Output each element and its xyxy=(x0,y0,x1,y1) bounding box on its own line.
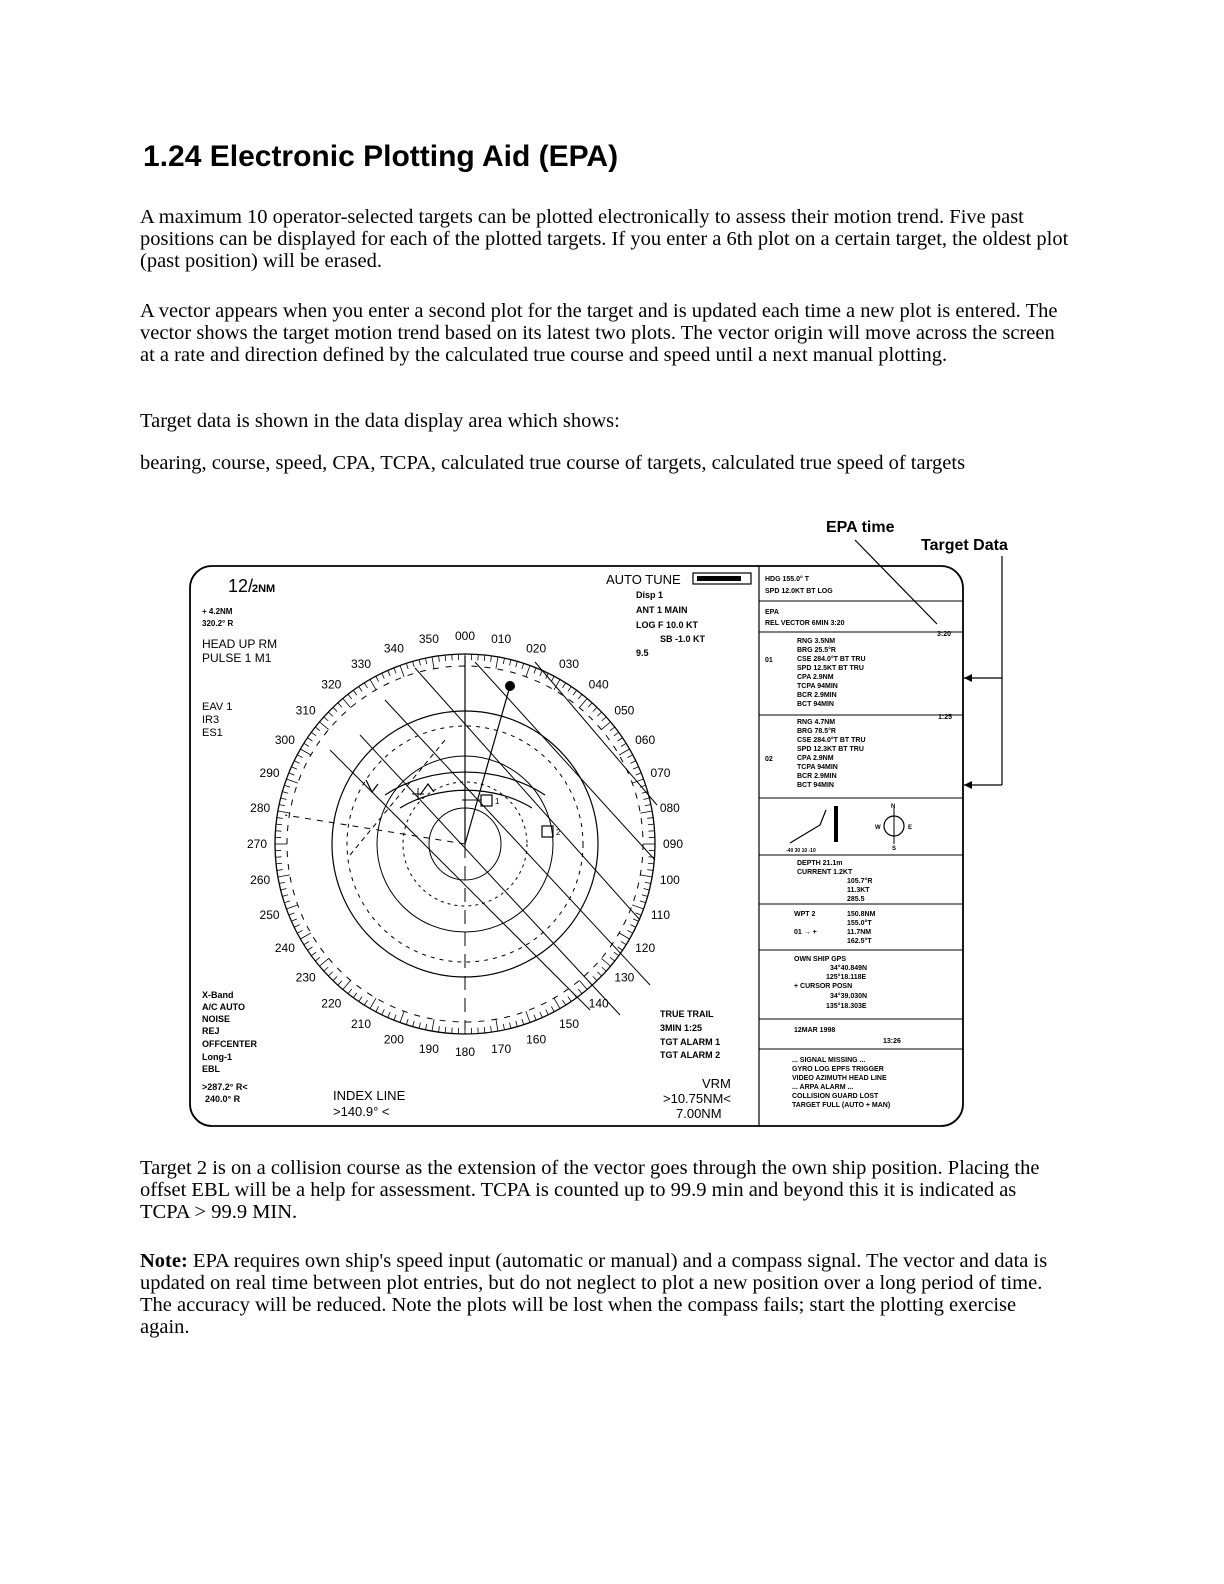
gain-value: 9.5 xyxy=(636,648,649,658)
bearing-label-090: 090 xyxy=(662,837,684,851)
bearing-tick xyxy=(648,824,654,825)
es-setting: ES1 xyxy=(202,727,223,739)
depth-readout: DEPTH 21.1m xyxy=(797,860,843,867)
bearing-tick xyxy=(526,665,530,676)
current-set: 285.5 xyxy=(847,896,865,903)
bearing-tick xyxy=(319,958,328,966)
bearing-tick xyxy=(601,958,610,966)
presentation-mode: HEAD UP RM xyxy=(202,637,278,651)
bearing-tick xyxy=(554,998,560,1008)
bearing-label-290: 290 xyxy=(259,765,280,780)
bearing-tick xyxy=(496,657,498,669)
vrm-label: VRM xyxy=(702,1076,731,1091)
range-unit: 2NM xyxy=(252,583,276,595)
target-02-line: TCPA 94MIN xyxy=(797,764,838,771)
bearing-tick xyxy=(307,947,312,950)
target-1-symbol xyxy=(462,795,500,806)
bearing-tick xyxy=(297,930,302,933)
bearing-tick xyxy=(445,1027,446,1033)
target-data-panel xyxy=(765,575,952,1109)
bearing-tick xyxy=(619,933,629,939)
bearing-tick xyxy=(286,779,297,783)
display-number: Disp 1 xyxy=(636,590,664,600)
bearing-tick xyxy=(432,657,434,669)
bearing-tick xyxy=(291,919,296,921)
bearing-tick xyxy=(394,668,396,674)
bearing-label-260: 260 xyxy=(250,873,271,888)
bearing-tick xyxy=(588,703,592,707)
bearing-label-330: 330 xyxy=(350,656,372,671)
target-02-id: 02 xyxy=(765,756,773,763)
bearing-tick xyxy=(300,933,310,939)
bearing-label-050: 050 xyxy=(614,703,635,718)
bearing-tick xyxy=(353,690,357,695)
bearing-tick xyxy=(419,660,420,666)
target-01-line: SPD 12.5KT BT TRU xyxy=(797,665,864,672)
radar-ppi xyxy=(247,629,683,1059)
bearing-tick xyxy=(540,670,542,675)
bearing-label-040: 040 xyxy=(588,677,609,692)
bearing-tick xyxy=(645,804,651,805)
bearing-tick xyxy=(644,798,650,799)
compass-w: W xyxy=(875,825,881,831)
bearing-tick xyxy=(526,1011,530,1022)
bearing-label-130: 130 xyxy=(614,970,635,985)
bearing-tick xyxy=(632,905,643,909)
bearing-tick xyxy=(602,967,606,971)
own-ship-longitude: 125°18.118E xyxy=(826,974,867,981)
bearing-tick xyxy=(319,722,328,730)
bearing-tick xyxy=(602,717,606,721)
bearing-label-250: 250 xyxy=(259,908,280,923)
bearing-tick xyxy=(597,972,601,976)
bearing-tick xyxy=(633,767,638,769)
trail-time: 3MIN 1:25 xyxy=(660,1023,703,1033)
current-direction: 105.7°R xyxy=(847,878,873,885)
paragraph-data-list: bearing, course, speed, CPA, TCPA, calculated true course of targets, calculated true speed of targets xyxy=(140,452,966,474)
plot-marker xyxy=(420,784,434,795)
bearing-tick xyxy=(630,761,635,764)
bearing-tick xyxy=(579,698,587,707)
alarm-line: VIDEO AZIMUTH HEAD LINE xyxy=(792,1075,887,1082)
bearing-label-340: 340 xyxy=(383,641,404,656)
bearing-tick xyxy=(610,727,615,731)
bearing-label-310: 310 xyxy=(295,703,316,718)
heading-readout: HDG 155.0° T xyxy=(765,576,810,583)
bearing-tick xyxy=(370,679,376,689)
cursor-longitude: 135°18.303E xyxy=(826,1003,867,1010)
bearing-label-100: 100 xyxy=(659,873,680,888)
compass-n: N xyxy=(891,804,896,810)
trail-mode: TRUE TRAIL xyxy=(660,1009,714,1019)
note-text: EPA requires own ship's speed input (automatic or manual) and a compass signal. The vector and data is updated on real time between plot entries, but do not neglect to plot a new position over a long period of time. The accuracy will be reduced. Note the plots will be lost when the compass fails; start the plotting exercise again. xyxy=(140,1250,1048,1338)
bearing-tick xyxy=(551,1006,554,1011)
bearing-label-120: 120 xyxy=(635,941,656,955)
target-02-line: BCT 94MIN xyxy=(797,782,834,789)
speed-readout: SPD 12.0KT BT LOG xyxy=(765,588,833,595)
bearing-label-350: 350 xyxy=(418,632,439,647)
bearing-tick xyxy=(568,997,571,1002)
index-line-label: INDEX LINE xyxy=(333,1088,406,1103)
bearing-tick xyxy=(311,732,316,736)
bearing-tick xyxy=(338,981,342,985)
bearing-tick xyxy=(297,755,302,758)
bearing-label-180: 180 xyxy=(454,1045,476,1059)
auto-tune-label: AUTO TUNE xyxy=(606,572,681,587)
target-alarm-1: TGT ALARM 1 xyxy=(660,1037,721,1047)
target-01-line: CSE 284.0°T BT TRU xyxy=(797,656,866,663)
rej-label: REJ xyxy=(202,1026,220,1036)
ebl-value: >287.2° R< xyxy=(202,1082,248,1092)
bearing-label-020: 020 xyxy=(526,641,547,656)
bearing-label-010: 010 xyxy=(491,632,512,647)
eav-setting: EAV 1 xyxy=(202,701,233,713)
bearing-label-150: 150 xyxy=(558,1017,580,1032)
bearing-tick xyxy=(593,976,597,980)
bearing-tick xyxy=(277,870,283,871)
alarm-line: COLLISION GUARD LOST xyxy=(792,1093,879,1100)
depth-graph xyxy=(790,810,826,843)
bearing-tick xyxy=(647,870,653,871)
plot-marker xyxy=(366,780,378,792)
bearing-tick xyxy=(276,863,282,864)
target-01-line: TCPA 94MIN xyxy=(797,683,838,690)
bearing-tick xyxy=(573,690,577,695)
bearing-tick xyxy=(642,895,648,897)
bearing-tick xyxy=(551,676,554,681)
bearing-tick xyxy=(633,919,638,921)
index-line-value: >140.9° < xyxy=(333,1104,390,1119)
date-readout: 12MAR 1998 xyxy=(794,1027,836,1034)
epa-time-value: 3:20 xyxy=(937,631,952,638)
bearing-tick xyxy=(413,661,415,667)
bearing-tick xyxy=(382,1009,385,1014)
bearing-tick xyxy=(343,980,351,989)
depth-scale: -40 30 10 -10 xyxy=(786,848,816,854)
epa-time-callout: EPA time xyxy=(826,519,895,536)
own-ship-marker xyxy=(505,681,515,691)
bearing-tick xyxy=(311,952,316,956)
pulse-length: PULSE 1 M1 xyxy=(202,651,272,665)
bearing-tick xyxy=(593,707,597,711)
bearing-tick xyxy=(304,743,309,746)
target-alarm-2: TGT ALARM 2 xyxy=(660,1050,721,1060)
log-speed: LOG F 10.0 KT xyxy=(636,620,699,630)
bearing-tick xyxy=(304,942,309,945)
bearing-tick xyxy=(328,712,332,716)
bearing-tick xyxy=(432,1019,434,1031)
bearing-tick xyxy=(343,698,351,707)
bearing-tick xyxy=(563,1000,566,1005)
bearing-tick xyxy=(300,749,310,755)
svg-text:1: 1 xyxy=(495,797,500,806)
bearing-tick xyxy=(636,773,642,775)
bearing-tick xyxy=(496,1019,498,1031)
bearing-tick xyxy=(597,712,601,716)
waypoint-leg-course: 162.5°T xyxy=(847,938,872,945)
time-readout: 13:26 xyxy=(883,1038,901,1045)
cursor-latitude: 34°39.030N xyxy=(830,993,868,1000)
target-02-line: CSE 284.0°T BT TRU xyxy=(797,737,866,744)
bearing-tick xyxy=(640,901,646,903)
section-title: 1.24 Electronic Plotting Aid (EPA) xyxy=(143,140,619,173)
bearing-tick xyxy=(281,889,287,890)
epa-label: EPA xyxy=(765,609,779,616)
bearing-tick xyxy=(289,913,295,915)
bearing-label-170: 170 xyxy=(491,1041,512,1056)
bearing-tick xyxy=(621,743,626,746)
target-02-line: SPD 12.3KT BT TRU xyxy=(797,746,864,753)
ebl-value-2: 240.0° R xyxy=(205,1094,241,1104)
waypoint-leg-distance: 11.7NM xyxy=(847,929,872,936)
vrm-value-2: 7.00NM xyxy=(676,1106,722,1121)
bearing-tick xyxy=(491,1026,492,1032)
note-paragraph xyxy=(140,1250,1070,1338)
bearing-tick xyxy=(284,785,290,787)
long-setting: Long-1 xyxy=(202,1052,232,1062)
paragraph-target-data: Target data is shown in the data display area which shows: xyxy=(140,410,620,432)
bearing-tick xyxy=(568,686,571,691)
bearing-tick xyxy=(281,798,287,799)
bearing-tick xyxy=(277,818,283,819)
bearing-label-200: 200 xyxy=(383,1032,404,1047)
bearing-tick xyxy=(621,942,626,945)
bearing-tick xyxy=(645,882,651,883)
bearing-tick xyxy=(388,1012,390,1017)
ebl-label: EBL xyxy=(202,1064,220,1074)
waypoint-label: WPT 2 xyxy=(794,911,816,918)
bearing-tick xyxy=(491,656,492,662)
bearing-label-210: 210 xyxy=(350,1017,372,1032)
bearing-tick xyxy=(364,1000,367,1005)
bearing-tick xyxy=(307,738,312,741)
cursor-position-label: + CURSOR POSN xyxy=(794,983,853,990)
bearing-tick xyxy=(618,738,623,741)
bearing-tick xyxy=(382,673,385,678)
bearing-label-280: 280 xyxy=(250,800,271,815)
bearing-tick xyxy=(413,1021,415,1027)
bearing-tick xyxy=(516,1021,518,1027)
bearing-tick xyxy=(278,811,290,813)
bearing-tick xyxy=(388,670,390,675)
alarm-line: ... SIGNAL MISSING ... xyxy=(792,1057,866,1064)
bearing-tick xyxy=(419,1023,420,1029)
bearing-label-080: 080 xyxy=(659,800,680,815)
compass-s: S xyxy=(892,846,897,852)
bearing-tick xyxy=(400,665,404,676)
bearing-tick xyxy=(640,811,652,813)
bearing-tick xyxy=(376,1006,379,1011)
compass-e: E xyxy=(908,825,913,831)
target-01-line: CPA 2.9NM xyxy=(797,674,834,681)
bearing-label-160: 160 xyxy=(526,1032,547,1047)
bearing-tick xyxy=(484,655,485,661)
svg-text:2: 2 xyxy=(556,828,561,837)
bearing-tick xyxy=(627,755,632,758)
bearing-label-110: 110 xyxy=(650,908,671,923)
bearing-tick xyxy=(516,661,518,667)
bearing-tick xyxy=(338,703,342,707)
target-01-line: RNG 3.5NM xyxy=(797,638,836,645)
alarm-line: ... ARPA ALARM ... xyxy=(792,1084,854,1091)
bearing-tick xyxy=(484,1027,485,1033)
target-01-line: BRG 25.5°R xyxy=(797,647,836,654)
bearing-label-220: 220 xyxy=(321,996,342,1011)
bearing-tick xyxy=(610,957,615,961)
alarm-line: TARGET FULL (AUTO + MAN) xyxy=(792,1102,891,1109)
bearing-tick xyxy=(563,683,566,688)
current-speed: 11.3KT xyxy=(847,887,870,894)
target-01-id: 01 xyxy=(765,657,773,664)
target-data-callout: Target Data xyxy=(921,537,1008,554)
rel-vector: REL VECTOR 6MIN 3:20 xyxy=(765,620,845,627)
bearing-tick xyxy=(348,989,352,994)
bearing-tick xyxy=(333,976,337,980)
bearing-tick xyxy=(510,660,511,666)
bearing-tick xyxy=(289,773,295,775)
bearing-tick xyxy=(534,1015,536,1021)
bearing-tick xyxy=(644,889,650,890)
bearing-tick xyxy=(630,925,635,928)
target-02-line: RNG 4.7NM xyxy=(797,719,836,726)
ring-interval: + 4.2NM xyxy=(202,607,233,616)
note-label: Note: xyxy=(140,1250,188,1272)
paragraph-vector: A vector appears when you enter a second plot for the target and is updated each time a new plot is entered. The vector shows the target motion trend based on its latest two plots. The vector origin will move across the screen at a rate and direction defined by the calculated true course and speed until a next manual plotting. xyxy=(140,300,1058,366)
bearing-tick xyxy=(522,663,524,669)
bearing-tick xyxy=(294,761,299,764)
bearing-tick xyxy=(534,668,536,674)
bearing-tick xyxy=(364,683,367,688)
bearing-tick xyxy=(294,925,299,928)
bearing-tick xyxy=(370,998,376,1008)
bearing-label-060: 060 xyxy=(635,733,656,747)
vrm-value-1: >10.75NM< xyxy=(663,1091,731,1106)
bearing-tick xyxy=(601,722,610,730)
bearing-tick xyxy=(328,972,332,976)
bearing-tick xyxy=(278,875,290,877)
bearing-tick xyxy=(579,980,587,989)
bearing-label-070: 070 xyxy=(650,765,671,780)
offcenter-label: OFFCENTER xyxy=(202,1039,257,1049)
bearing-label-030: 030 xyxy=(558,656,580,671)
alarm-line: GYRO LOG EPFS TRIGGER xyxy=(792,1066,884,1073)
bearing-tick xyxy=(359,997,362,1002)
bearing-label-240: 240 xyxy=(274,941,295,955)
bearing-tick xyxy=(578,694,582,699)
bearing-tick xyxy=(406,663,408,669)
epa-time-leader xyxy=(855,540,937,624)
bearing-tick xyxy=(445,655,446,661)
parallel-index-lines xyxy=(330,662,657,1015)
bearing-label-230: 230 xyxy=(295,970,316,985)
bearing-tick xyxy=(376,676,379,681)
bearing-tick xyxy=(618,947,623,950)
bearing-tick xyxy=(315,727,320,731)
bearing-tick xyxy=(324,967,328,971)
bearing-tick xyxy=(406,1019,408,1025)
bearing-tick xyxy=(348,694,352,699)
bearing-tick xyxy=(315,957,320,961)
paragraph-targets: A maximum 10 operator-selected targets can be plotted electronically to assess their motion trend. Five past positions can be displayed for each of the plotted targets. If you enter a 6th plot on a certain target, the oldest plot (past position) will be erased. xyxy=(140,206,1069,272)
bearing-tick xyxy=(279,882,285,883)
ir-setting: IR3 xyxy=(202,714,220,726)
bearing-tick xyxy=(627,930,632,933)
own-ship-latitude: 34°40.849N xyxy=(830,965,868,972)
bearing-tick xyxy=(282,895,288,897)
bearing-tick xyxy=(324,717,328,721)
bearing-label-320: 320 xyxy=(321,677,342,692)
bearing-tick xyxy=(400,1011,404,1022)
current-readout: CURRENT 1.2KT xyxy=(797,869,853,876)
bearing-tick xyxy=(578,989,582,994)
band-label: X-Band xyxy=(202,990,234,1000)
bearing-tick xyxy=(614,952,619,956)
bearing-tick xyxy=(439,1026,440,1032)
bearing-tick xyxy=(284,901,290,903)
bearing-tick xyxy=(282,792,288,794)
bearing-label-190: 190 xyxy=(418,1041,439,1056)
bearing-tick xyxy=(333,707,337,711)
bearing-tick xyxy=(648,863,654,864)
noise-rej: NOISE xyxy=(202,1014,231,1024)
bearing-tick xyxy=(636,913,642,915)
bearing-tick xyxy=(614,732,619,736)
display-frame xyxy=(190,566,963,1126)
bearing-tick xyxy=(640,875,652,877)
waypoint-route: 01 → + xyxy=(794,929,817,936)
offset-bearing: 320.2° R xyxy=(202,619,234,628)
antenna-label: ANT 1 MAIN xyxy=(636,605,688,615)
target-01-line: BCT 94MIN xyxy=(797,701,834,708)
bearing-tick xyxy=(546,1009,549,1014)
target-02-line: BRG 78.5°R xyxy=(797,728,836,735)
waypoint-bearing: 155.0°T xyxy=(847,920,872,927)
bearing-tick xyxy=(619,749,629,755)
paragraph-collision: Target 2 is on a collision course as the extension of the vector goes through the own ship position. Placing the offset EBL will be a help for assessment. TCPA is counted up to 99.9 min and beyond this it is indicated as TCPA > 99.9 MIN. xyxy=(140,1157,1040,1223)
own-ship-source: OWN SHIP GPS xyxy=(794,956,846,963)
bearing-tick xyxy=(276,824,282,825)
bearing-tick xyxy=(353,993,357,998)
bearing-tick xyxy=(647,818,653,819)
target-01-line: BCR 2.9MIN xyxy=(797,692,837,699)
bearing-tick xyxy=(279,804,285,805)
target-02-line: BCR 2.9MIN xyxy=(797,773,837,780)
target-time-value: 1:25 xyxy=(938,714,953,721)
bearing-tick xyxy=(286,905,297,909)
ac-auto: A/C AUTO xyxy=(202,1002,246,1012)
bearing-tick xyxy=(522,1019,524,1025)
bearing-tick xyxy=(425,658,426,664)
bearing-label-140: 140 xyxy=(588,996,609,1011)
sb-speed: SB -1.0 KT xyxy=(660,634,706,644)
bearing-tick xyxy=(540,1012,542,1017)
waypoint-distance: 150.8NM xyxy=(847,911,876,918)
bearing-label-300: 300 xyxy=(274,733,295,747)
bearing-tick xyxy=(439,656,440,662)
bearing-tick xyxy=(394,1015,396,1021)
bearing-label-270: 270 xyxy=(246,837,268,851)
bearing-tick xyxy=(425,1024,426,1030)
bearing-tick xyxy=(503,658,504,664)
bearing-tick xyxy=(359,686,362,691)
target-02-line: CPA 2.9NM xyxy=(797,755,834,762)
bearing-tick xyxy=(510,1023,511,1029)
range-value: 12/ xyxy=(228,576,254,596)
bearing-tick xyxy=(291,767,296,769)
bearing-label-000: 000 xyxy=(454,629,476,643)
bearing-tick xyxy=(503,1024,504,1030)
